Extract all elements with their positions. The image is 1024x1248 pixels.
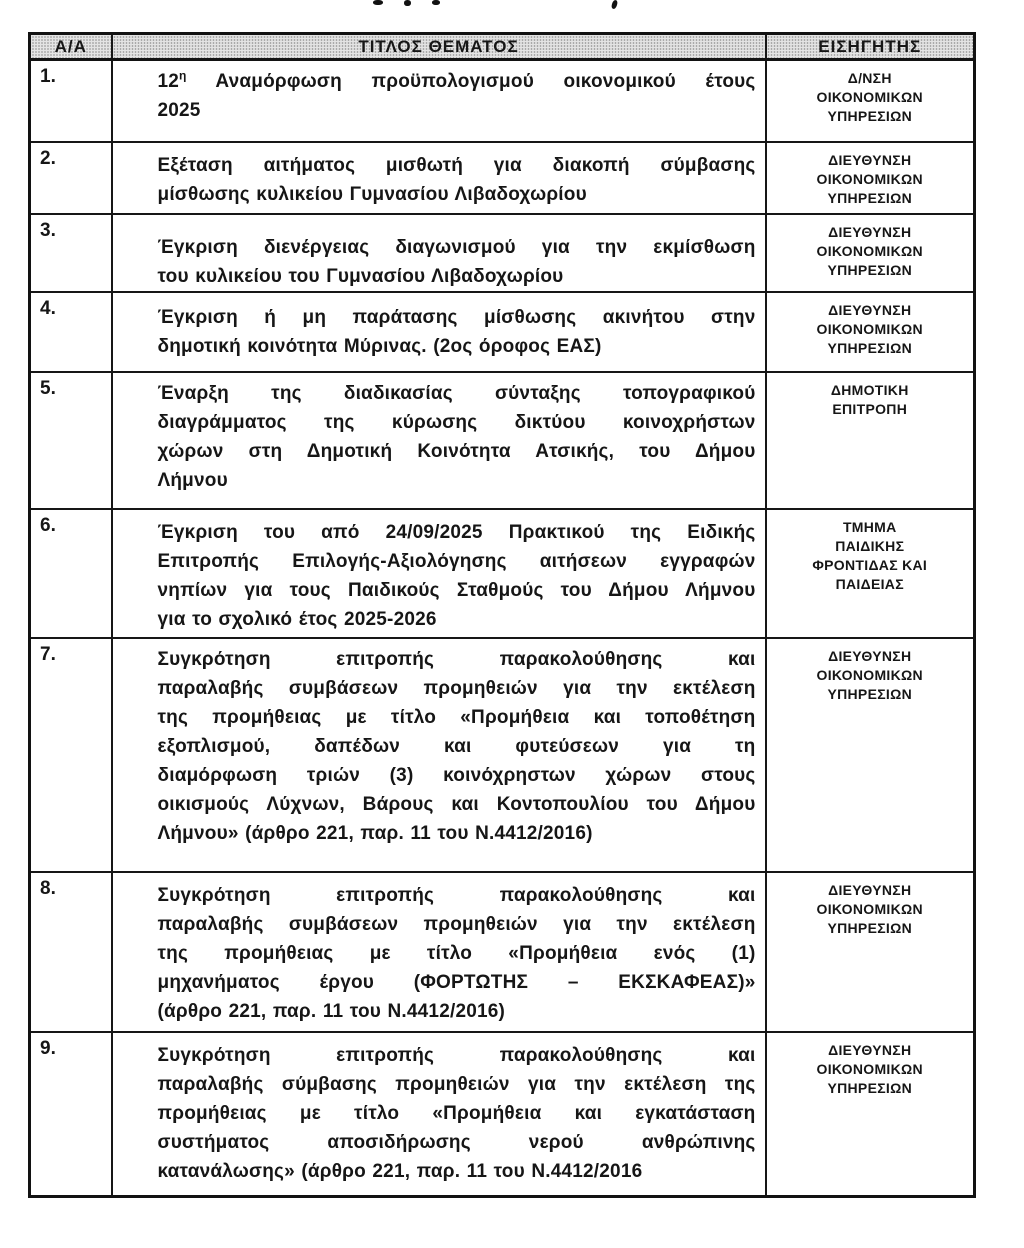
title-text: Αναμόρφωση προϋπολογισμού οικονομικού έτους: [186, 71, 756, 92]
title-line: παραλαβής συμβάσεων προμηθειών για την εκτέλεση: [157, 913, 756, 935]
rapporteur-line: ΤΜΗΜΑ: [842, 518, 897, 535]
title-line: Επιτροπής Επιλογής-Αξιολόγησης αιτήσεων εγγραφών: [157, 550, 756, 572]
row-number-cell: [30, 142, 112, 214]
title-line: συστήματος αποσιδήρωσης νερού ανθρώπινης: [157, 1131, 756, 1153]
title-line: της προμήθειας με τίτλο «Προμήθεια ενός (1): [157, 942, 756, 964]
row-title-cell: [112, 872, 766, 1032]
title-line: οικισμούς Λύχνων, Βάρους και Κοντοπουλίου του Δήμου: [157, 793, 756, 815]
rapporteur-line: ΔΙΕΥΘΥΝΣΗ: [828, 223, 912, 240]
title-line: (άρθρο 221, παρ. 11 του Ν.4412/2016): [157, 1000, 506, 1022]
row-title-cell: [112, 638, 766, 872]
rapporteur-line: ΟΙΚΟΝΟΜΙΚΩΝ: [816, 320, 923, 337]
table-row: [30, 1032, 975, 1197]
row-rapporteur-cell: [766, 509, 975, 638]
title-line: Έγκριση ή μη παράτασης μίσθωσης ακινήτου στην: [157, 306, 756, 328]
rapporteur-line: ΕΠΙΤΡΟΠΗ: [832, 400, 908, 417]
table-row: [30, 872, 975, 1032]
table-row: [30, 142, 975, 214]
rapporteur-line: ΔΙΕΥΘΥΝΣΗ: [828, 881, 912, 898]
agenda-body: [30, 60, 975, 1197]
title-line: Λήμνου: [157, 469, 228, 491]
row-number: 5.: [40, 377, 56, 399]
rapporteur-line: ΔΙΕΥΘΥΝΣΗ: [828, 647, 912, 664]
title-ordinal-number: 12: [157, 71, 180, 92]
title-line: παραλαβής σύμβασης προμηθειών για την εκτέλεση της: [157, 1073, 756, 1095]
rapporteur-line: ΔΙΕΥΘΥΝΣΗ: [828, 301, 912, 318]
title-line: για το σχολικό έτος 2025-2026: [157, 608, 437, 630]
title-line: Έναρξη της διαδικασίας σύνταξης τοπογραφικού: [157, 382, 756, 404]
table-row: [30, 60, 975, 142]
row-rapporteur-cell: [766, 872, 975, 1032]
title-line: Λήμνου» (άρθρο 221, παρ. 11 του Ν.4412/2016): [157, 822, 593, 844]
title-line: κατανάλωσης» (άρθρο 221, παρ. 11 του Ν.4412/2016: [157, 1160, 643, 1182]
row-title-cell: [112, 509, 766, 638]
rapporteur-line: ΥΠΗΡΕΣΙΩΝ: [827, 339, 913, 356]
row-title-cell: [112, 1032, 766, 1197]
row-number-cell: [30, 292, 112, 372]
rapporteur-line: ΥΠΗΡΕΣΙΩΝ: [827, 108, 913, 124]
rapporteur-line: ΥΠΗΡΕΣΙΩΝ: [827, 919, 913, 936]
title-line: παραλαβής συμβάσεων προμηθειών για την εκτέλεση: [157, 677, 756, 699]
row-number: 3.: [40, 219, 56, 241]
row-rapporteur-cell: [766, 1032, 975, 1197]
title-line: προμήθειας με τίτλο «Προμήθεια και εγκατάσταση: [157, 1102, 756, 1124]
col-header-num: Α/Α: [30, 34, 112, 60]
row-title-cell: [112, 292, 766, 372]
rapporteur-line: ΠΑΙΔΙΚΗΣ: [835, 537, 905, 554]
row-rapporteur-cell: [766, 638, 975, 872]
title-line: νηπίων για τους Παιδικούς Σταθμούς του Δήμου Λήμνου: [157, 579, 756, 601]
title-line: μηχανήματος έργου (ΦΟΡΤΩΤΗΣ – ΕΚΣΚΑΦΕΑΣ)»: [157, 971, 756, 993]
rapporteur-line: ΦΡΟΝΤΙΔΑΣ ΚΑΙ: [812, 556, 928, 573]
title-line: 2025: [157, 100, 201, 121]
title-line: του κυλικείου του Γυμνασίου Λιβαδοχωρίου: [157, 265, 564, 287]
title-line: μίσθωσης κυλικείου Γυμνασίου Λιβαδοχωρίου: [157, 183, 587, 205]
title-line: διαμόρφωση τριών (3) κοινόχρηστων χώρων στους: [157, 764, 756, 786]
scan-artifact: [611, 0, 619, 10]
rapporteur-line: ΔΙΕΥΘΥΝΣΗ: [828, 151, 912, 168]
title-line: Συγκρότηση επιτροπής παρακολούθησης και: [157, 884, 756, 906]
col-header-title: ΤΙΤΛΟΣ ΘΕΜΑΤΟΣ: [112, 34, 766, 60]
title-line: διαγράμματος της κύρωσης δικτύου κοινοχρήστων: [157, 411, 756, 433]
header-row: [30, 34, 975, 60]
title-line: της προμήθειας με τίτλο «Προμήθεια και τοποθέτηση: [157, 706, 756, 728]
scan-artifact: [432, 0, 440, 5]
row-number: 1.: [40, 66, 56, 87]
title-line: δημοτική κοινότητα Μύρινας. (2ος όροφος ΕΑΣ): [157, 335, 602, 357]
row-title-cell: [112, 372, 766, 509]
scan-artifact: [404, 0, 411, 6]
row-title-cell: [112, 60, 766, 142]
scan-artifact: [373, 0, 383, 5]
row-number: 2.: [40, 147, 56, 169]
title-line: Συγκρότηση επιτροπής παρακολούθησης και: [157, 1044, 756, 1066]
row-rapporteur-cell: [766, 60, 975, 142]
row-rapporteur-cell: [766, 372, 975, 509]
row-number: 8.: [40, 877, 56, 899]
rapporteur-line: ΥΠΗΡΕΣΙΩΝ: [827, 1079, 913, 1096]
rapporteur-line: ΟΙΚΟΝΟΜΙΚΩΝ: [816, 666, 923, 683]
row-number: 7.: [40, 643, 56, 665]
rapporteur-line: ΟΙΚΟΝΟΜΙΚΩΝ: [816, 242, 923, 259]
title-line: Έγκριση του από 24/09/2025 Πρακτικού της Ειδικής: [157, 521, 756, 543]
col-header-rapporteur: ΕΙΣΗΓΗΤΗΣ: [766, 34, 975, 60]
rapporteur-line: ΠΑΙΔΕΙΑΣ: [835, 575, 904, 592]
title-line: Εξέταση αιτήματος μισθωτή για διακοπή σύμβασης: [157, 154, 756, 176]
row-number-cell: [30, 1032, 112, 1197]
rapporteur-line: ΔΙΕΥΘΥΝΣΗ: [828, 1041, 912, 1058]
table-row: [30, 372, 975, 509]
row-title-cell: [112, 214, 766, 292]
row-number-cell: [30, 214, 112, 292]
rapporteur-line: ΟΙΚΟΝΟΜΙΚΩΝ: [816, 1060, 923, 1077]
row-number-cell: [30, 872, 112, 1032]
row-rapporteur-cell: [766, 142, 975, 214]
title-line: Έγκριση διενέργειας διαγωνισμού για την εκμίσθωση: [157, 236, 756, 258]
rapporteur-line: ΔΗΜΟΤΙΚΗ: [830, 381, 909, 398]
rapporteur-line: ΥΠΗΡΕΣΙΩΝ: [827, 261, 913, 278]
agenda-table: [28, 32, 976, 1198]
row-number-cell: [30, 638, 112, 872]
rapporteur-line: ΟΙΚΟΝΟΜΙΚΩΝ: [816, 900, 923, 917]
rapporteur-line: ΟΙΚΟΝΟΜΙΚΩΝ: [816, 170, 923, 187]
row-number: 4.: [40, 297, 56, 319]
row-number-cell: [30, 509, 112, 638]
row-number-cell: [30, 372, 112, 509]
rapporteur-line: ΥΠΗΡΕΣΙΩΝ: [827, 189, 913, 206]
row-number: 6.: [40, 514, 56, 536]
rapporteur-line: ΥΠΗΡΕΣΙΩΝ: [827, 685, 913, 702]
row-title-cell: [112, 142, 766, 214]
row-number: 9.: [40, 1037, 56, 1059]
table-row: [30, 292, 975, 372]
rapporteur-line: Δ/ΝΣΗ: [847, 70, 892, 86]
title-line: χώρων στη Δημοτική Κοινότητα Ατσικής, του Δήμου: [157, 440, 756, 462]
row-rapporteur-cell: [766, 292, 975, 372]
row-rapporteur-cell: [766, 214, 975, 292]
table-row: [30, 509, 975, 638]
row-number-cell: [30, 60, 112, 142]
title-line: Συγκρότηση επιτροπής παρακολούθησης και: [157, 648, 756, 670]
table-row: [30, 638, 975, 872]
table-row: [30, 214, 975, 292]
rapporteur-line: ΟΙΚΟΝΟΜΙΚΩΝ: [816, 89, 923, 105]
title-line: [158, 67, 756, 96]
title-ordinal-suffix: η: [179, 68, 187, 83]
title-line: εξοπλισμού, δαπέδων και φυτεύσεων για τη: [157, 735, 756, 757]
